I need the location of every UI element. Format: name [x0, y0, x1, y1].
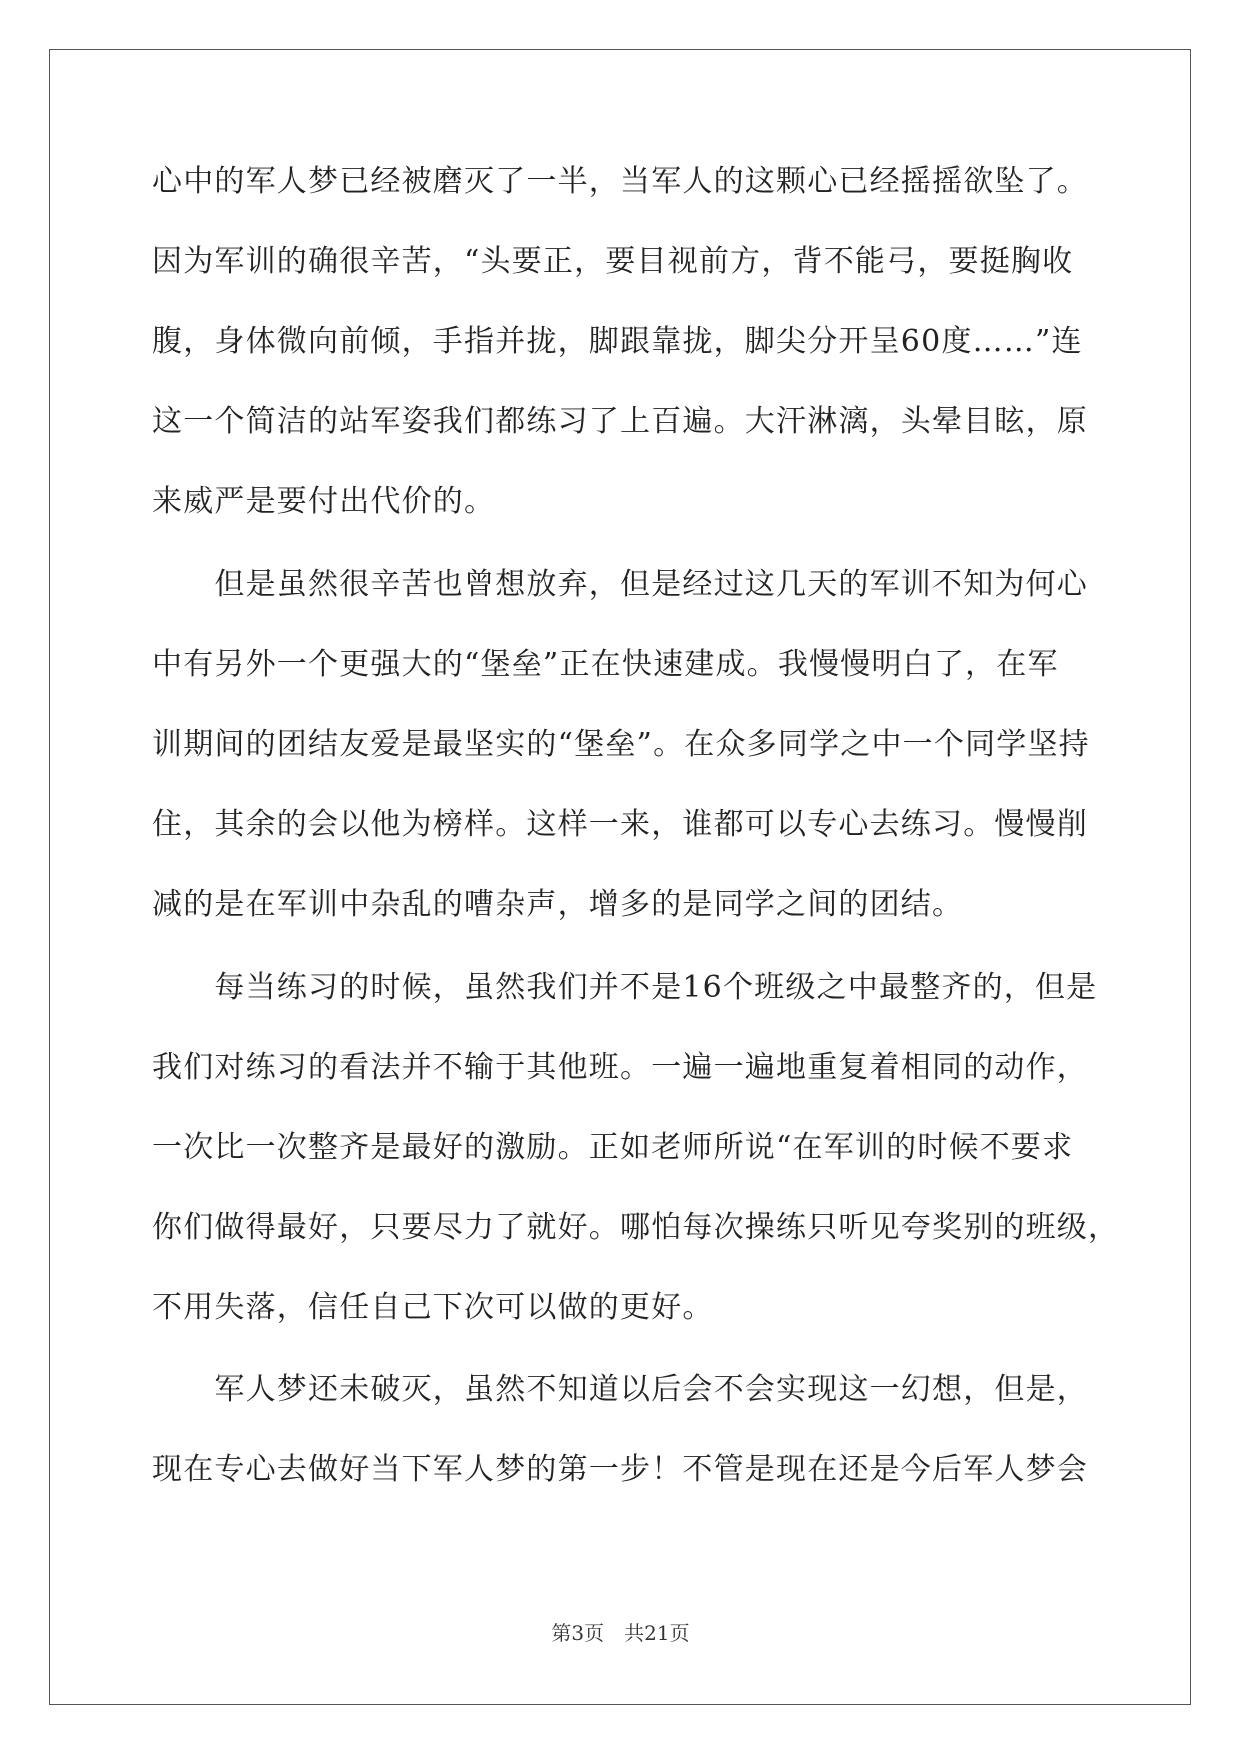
text-line: 一次比一次整齐是最好的激励。正如老师所说“在军训的时候不要求 — [152, 1130, 1074, 1165]
text-line: 腹，身体微向前倾，手指并拢，脚跟靠拢，脚尖分开呈60度……”连 — [152, 324, 1083, 359]
text-line: 我们对练习的看法并不输于其他班。一遍一遍地重复着相同的动作， — [152, 1050, 1088, 1085]
text-line: 训期间的团结友爱是最坚实的“堡垒”。在众多同学之中一个同学坚持 — [152, 727, 1090, 762]
text-line: 但是虽然很辛苦也曾想放弃，但是经过这几天的军训不知为何心 — [152, 567, 1088, 602]
text-line: 减的是在军训中杂乱的嘈杂声，增多的是同学之间的团结。 — [152, 887, 964, 922]
text-line: 心中的军人梦已经被磨灭了一半，当军人的这颗心已经摇摇欲坠了。 — [152, 164, 1088, 199]
text-line: 住，其余的会以他为榜样。这样一来，谁都可以专心去练习。慢慢削 — [152, 807, 1088, 842]
text-line: 因为军训的确很辛苦，“头要正，要目视前方，背不能弓，要挺胸收 — [152, 244, 1074, 279]
text-line: 每当练习的时候，虽然我们并不是16个班级之中最整齐的，但是 — [152, 970, 1098, 1005]
text-line: 军人梦还未破灭，虽然不知道以后会不会实现这一幻想，但是， — [152, 1372, 1088, 1407]
text-line: 现在专心去做好当下军人梦的第一步！不管是现在还是今后军人梦会 — [152, 1452, 1088, 1487]
text-line: 你们做得最好，只要尽力了就好。哪怕每次操练只听见夸奖别的班级， — [152, 1210, 1120, 1245]
page-number-footer: 第3页 共21页 — [551, 1621, 690, 1645]
text-line: 中有另外一个更强大的“堡垒”正在快速建成。我慢慢明白了，在军 — [152, 647, 1059, 682]
text-line: 不用失落，信任自己下次可以做的更好。 — [152, 1290, 714, 1325]
text-line: 来威严是要付出代价的。 — [152, 484, 496, 519]
text-line: 这一个简洁的站军姿我们都练习了上百遍。大汗淋漓，头晕目眩，原 — [152, 404, 1088, 439]
